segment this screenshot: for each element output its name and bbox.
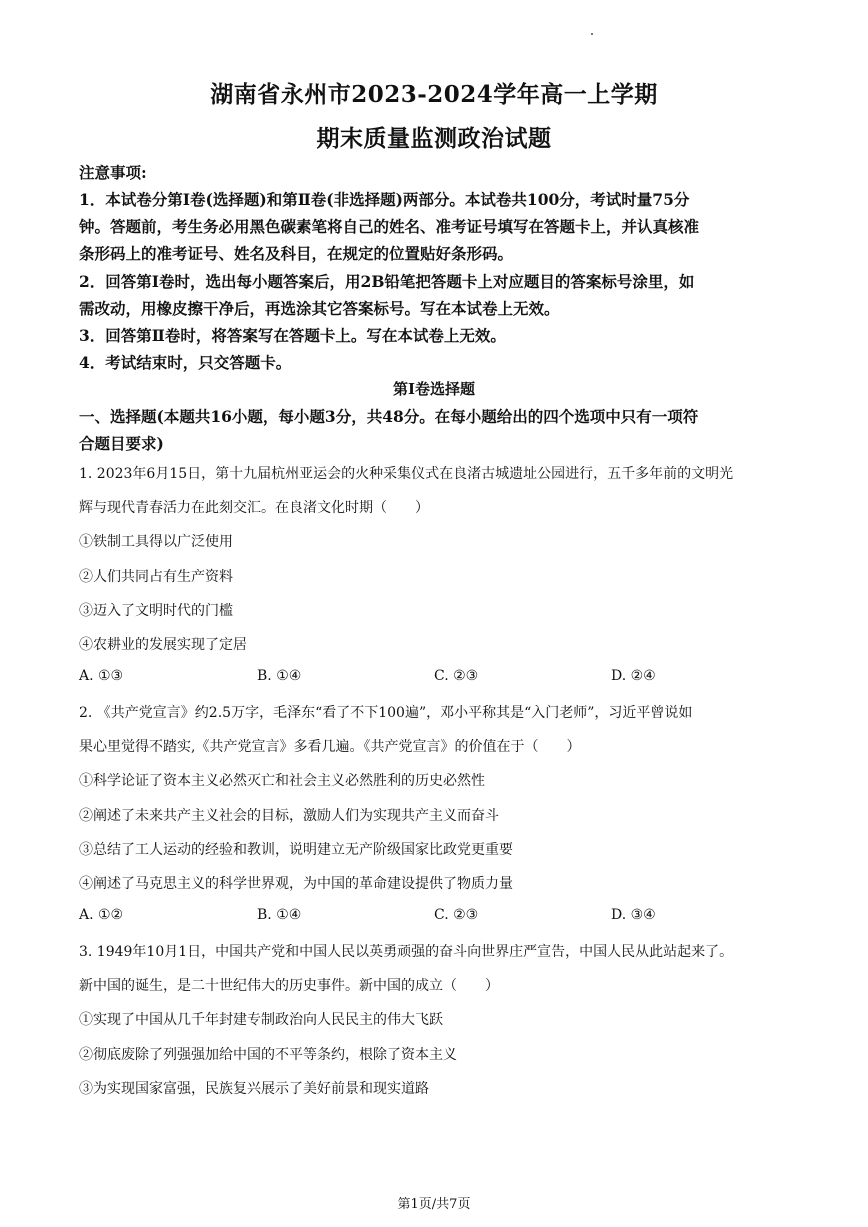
q1-item-3: ③迈入了文明时代的门槛 <box>79 603 233 619</box>
q2-stem-line-2: 果心里觉得不踏实,《共产党宣言》多看几遍。《共产党宣言》的价值在于（ ） <box>79 739 581 755</box>
q1-option-d: D. ②④ <box>611 668 656 684</box>
exam-title-line1: 湖南省永州市2023-2024学年高一上学期 <box>210 81 658 108</box>
q1-option-c: C. ②③ <box>434 668 479 684</box>
q2-item-3: ③总结了工人运动的经验和教训，说明建立无产阶级国家比政党更重要 <box>79 842 513 858</box>
q1-option-a: A. ①③ <box>79 668 124 684</box>
q1-item-4: ④农耕业的发展实现了定居 <box>79 637 247 653</box>
notice-line-6: 3．回答第Ⅱ卷时，将答案写在答题卡上。写在本试卷上无效。 <box>79 326 506 345</box>
q3-item-1: ①实现了中国从几千年封建专制政治向人民民主的伟大飞跃 <box>79 1012 443 1028</box>
exam-title-line2: 期末质量监测政治试题 <box>316 125 552 152</box>
scan-dot <box>591 33 593 35</box>
notice-line-5: 需改动，用橡皮擦干净后，再选涂其它答案标号。写在本试卷上无效。 <box>79 299 560 318</box>
q1-item-1: ①铁制工具得以广泛使用 <box>79 534 233 550</box>
q2-item-4: ④阐述了马克思主义的科学世界观，为中国的革命建设提供了物质力量 <box>79 876 513 892</box>
q2-item-2: ②阐述了未来共产主义社会的目标，激励人们为实现共产主义而奋斗 <box>79 808 499 824</box>
notice-heading: 注意事项: <box>79 163 147 182</box>
q1-stem-line-2: 辉与现代青春活力在此刻交汇。在良渚文化时期（ ） <box>79 500 429 516</box>
section-heading-line-1: 一、选择题(本题共16小题，每小题3分，共48分。在每小题给出的四个选项中只有一项符 <box>79 407 699 426</box>
q2-option-c: C. ②③ <box>434 907 479 923</box>
q3-item-3: ③为实现国家富强，民族复兴展示了美好前景和现实道路 <box>79 1081 429 1097</box>
notice-line-3: 条形码上的准考证号、姓名及科目，在规定的位置贴好条形码。 <box>79 244 514 263</box>
q2-stem-line-1: 2. 《共产党宣言》约2.5万字，毛泽东“看了不下100遍”，邓小平称其是“入门老师”，习近平曾说如 <box>79 705 693 721</box>
notice-line-4: 2．回答第Ⅰ卷时，选出每小题答案后，用2B铅笔把答题卡上对应题目的答案标号涂里，如 <box>79 272 695 291</box>
q1-item-2: ②人们共同占有生产资料 <box>79 569 233 585</box>
page-number: 第1页/共7页 <box>397 1197 471 1212</box>
q2-option-b: B. ①④ <box>257 907 302 923</box>
q3-stem-line-1: 3. 1949年10月1日，中国共产党和中国人民以英勇顽强的奋斗向世界庄严宣告，中国人民从此站起来了。 <box>79 944 734 960</box>
q1-option-b: B. ①④ <box>257 668 302 684</box>
notice-line-7: 4．考试结束时，只交答题卡。 <box>79 353 292 372</box>
q3-stem-line-2: 新中国的诞生，是二十世纪伟大的历史事件。新中国的成立（ ） <box>79 978 499 994</box>
notice-line-2: 钟。答题前，考生务必用黑色碳素笔将自己的姓名、准考证号填写在答题卡上，并认真核准 <box>79 217 700 236</box>
section-heading-line-2: 合题目要求) <box>79 434 164 453</box>
q3-item-2: ②彻底废除了列强强加给中国的不平等条约，根除了资本主义 <box>79 1047 457 1063</box>
q1-stem-line-1: 1. 2023年6月15日，第十九届杭州亚运会的火种采集仪式在良渚古城遗址公园进行，五千多年前的文明光 <box>79 466 734 482</box>
q2-option-d: D. ③④ <box>611 907 656 923</box>
section-title: 第Ⅰ卷选择题 <box>392 380 476 398</box>
notice-line-1: 1．本试卷分第Ⅰ卷(选择题)和第Ⅱ卷(非选择题)两部分。本试卷共100分，考试时量75分 <box>79 190 690 209</box>
q2-option-a: A. ①② <box>79 907 124 923</box>
q2-item-1: ①科学论证了资本主义必然灭亡和社会主义必然胜利的历史必然性 <box>79 773 485 789</box>
